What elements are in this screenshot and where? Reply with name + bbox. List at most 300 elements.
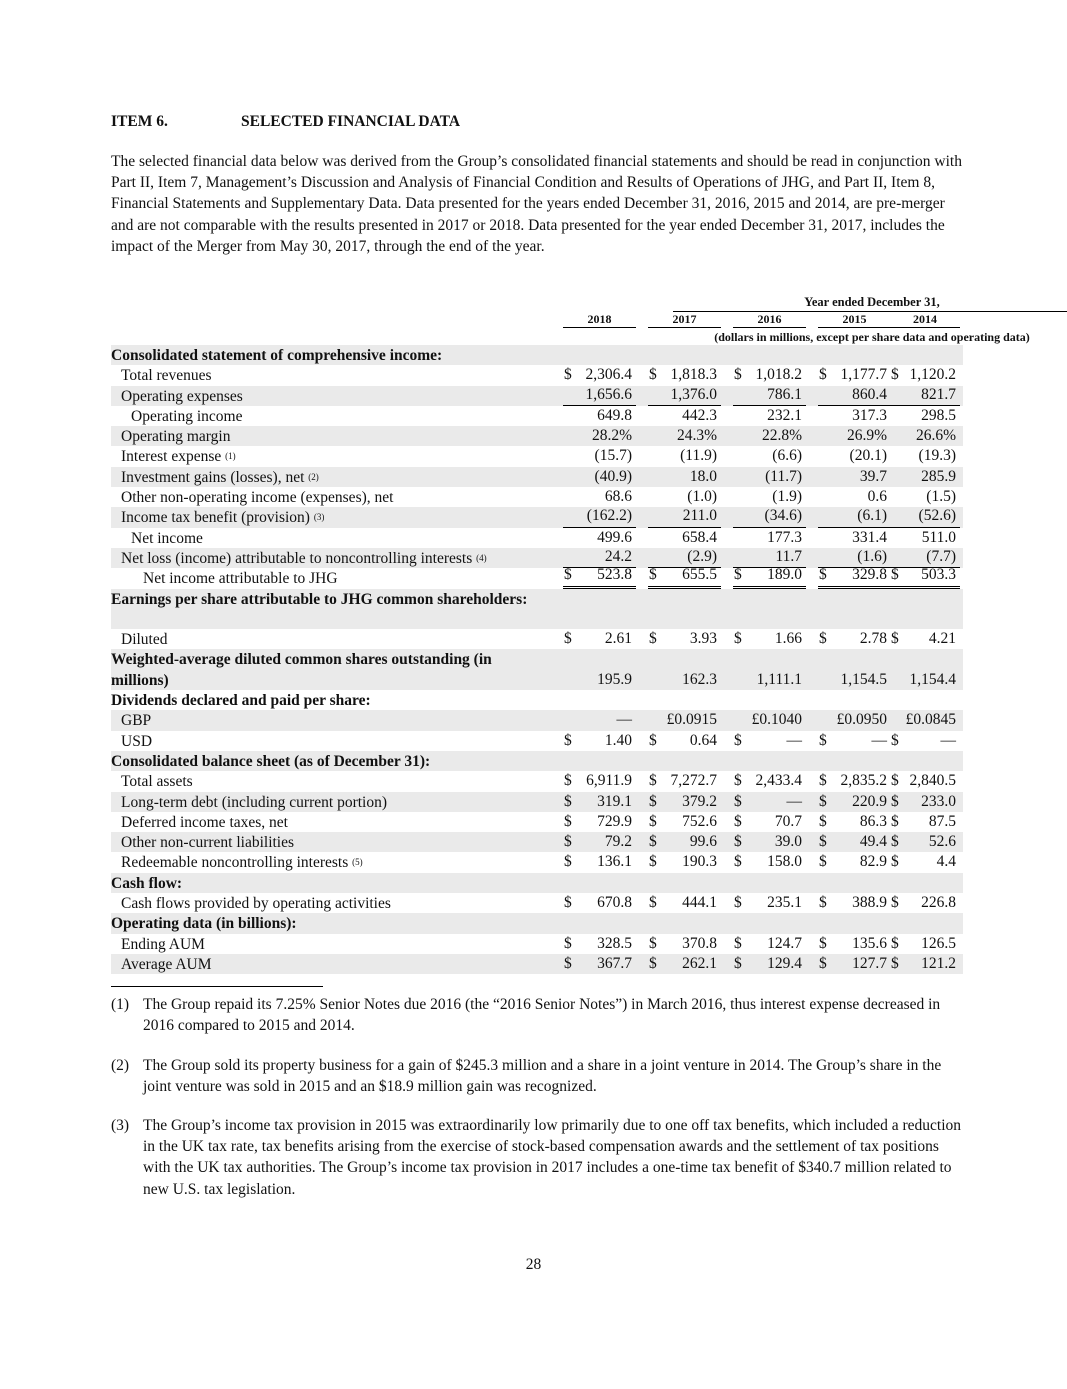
cell-value: (52.6) [918, 507, 956, 525]
cell-value: 2,433.4 [755, 772, 802, 790]
currency-symbol: $ [564, 954, 572, 972]
cell-value: 367.7 [597, 954, 632, 972]
row-label-text: Total assets [121, 773, 193, 791]
cell-value: 370.8 [682, 934, 717, 952]
currency-symbol: $ [734, 934, 742, 952]
footnote-rule [111, 986, 323, 987]
cell-value: 26.9% [846, 427, 887, 445]
value-cell [648, 812, 721, 832]
row-label [131, 407, 242, 427]
value-cell [818, 852, 891, 872]
currency-symbol: $ [649, 366, 657, 384]
value-cell [818, 771, 891, 791]
row-label-text: Interest expense [121, 448, 222, 466]
row-label-text: Other non-current liabilities [121, 834, 295, 852]
value-cell [563, 446, 636, 466]
cell-value: 1,018.2 [755, 366, 802, 384]
currency-symbol: $ [891, 894, 899, 912]
section-row [111, 873, 963, 893]
value-cell [818, 832, 891, 852]
cell-value: 124.7 [767, 934, 802, 952]
value-cell [818, 954, 891, 974]
row-label [131, 529, 203, 549]
currency-symbol: $ [734, 894, 742, 912]
value-cell [648, 365, 721, 385]
value-cell [648, 446, 721, 466]
currency-symbol: $ [734, 812, 742, 830]
value-cell [733, 426, 806, 446]
section-label [111, 590, 551, 610]
row-label-text: Investment gains (losses), net [121, 468, 305, 486]
value-cell [563, 565, 636, 588]
cell-value: 121.2 [921, 954, 956, 972]
cell-value: 860.4 [852, 385, 887, 403]
cell-value: 189.0 [767, 566, 802, 584]
value-cell [563, 365, 636, 385]
value-cell [818, 565, 891, 588]
cell-value: 162.3 [682, 670, 717, 688]
value-cell [648, 487, 721, 507]
year-headers [111, 312, 963, 328]
row-label-text: Cash flow: [111, 874, 183, 892]
cell-value: 39.0 [774, 833, 802, 851]
cell-value: 87.5 [928, 812, 956, 830]
cell-value: 22.8% [761, 427, 802, 445]
value-cell [648, 771, 721, 791]
value-cell [733, 487, 806, 507]
cell-value: (1.5) [926, 488, 956, 506]
value-cell [648, 406, 721, 426]
section-label [111, 650, 551, 691]
cell-value: (15.7) [594, 447, 632, 465]
row-label-text: USD [121, 732, 153, 750]
cell-value: 24.3% [676, 427, 717, 445]
cell-value: 226.8 [921, 894, 956, 912]
table-row [111, 934, 963, 954]
value-cell [563, 731, 636, 751]
value-cell [733, 385, 806, 406]
table-row [111, 852, 963, 872]
cell-value: 328.5 [597, 934, 632, 952]
value-cell [890, 365, 960, 385]
currency-symbol: $ [649, 792, 657, 810]
cell-value: 0.6 [867, 488, 887, 506]
currency-symbol: $ [649, 772, 657, 790]
cell-value: 136.1 [597, 853, 632, 871]
currency-symbol: $ [649, 630, 657, 648]
cell-value: (6.6) [772, 447, 802, 465]
cell-value: 39.7 [859, 467, 887, 485]
row-label [121, 935, 205, 955]
value-cell [733, 446, 806, 466]
cell-value: (162.2) [586, 507, 632, 525]
section-label [111, 874, 182, 894]
table-row [111, 954, 963, 974]
cell-value: 670.8 [597, 894, 632, 912]
value-cell [890, 528, 960, 548]
cell-value: 3.93 [689, 630, 717, 648]
footnote-ref: (3) [313, 512, 325, 523]
cell-value: 82.9 [859, 853, 887, 871]
value-cell [733, 893, 806, 913]
value-cell [733, 528, 806, 548]
row-label-text: Cash flows provided by operating activities [121, 895, 391, 913]
row-label-text: Redeemable noncontrolling interests [121, 854, 349, 872]
cell-value: (1.0) [687, 488, 717, 506]
value-cell [890, 710, 960, 730]
value-cell [890, 629, 960, 649]
value-cell [563, 852, 636, 872]
footnote-text: The Group repaid its 7.25% Senior Notes due 2016 (the “2016 Senior Notes”) in March 2016, thus interest expense decreased in 2016 compared to 2015 and 2014. [143, 996, 941, 1035]
currency-symbol: $ [649, 566, 657, 584]
cell-value: (11.7) [765, 467, 802, 485]
cell-value: 129.4 [767, 954, 802, 972]
cell-value: 1,111.1 [756, 670, 802, 688]
currency-symbol: $ [649, 812, 657, 830]
value-cell [890, 934, 960, 954]
value-cell [733, 771, 806, 791]
value-cell [890, 426, 960, 446]
cell-value: 233.0 [921, 792, 956, 810]
footnote-ref: (5) [352, 857, 363, 868]
footnote-ref: (1) [225, 451, 236, 462]
section-row [111, 345, 963, 365]
table-row [111, 629, 963, 649]
value-cell [890, 893, 960, 913]
cell-value: 388.9 [852, 894, 887, 912]
value-cell [818, 710, 891, 730]
row-label [121, 549, 487, 569]
year-header-2014: 2014 [890, 312, 960, 328]
footnote-text: The Group sold its property business for a gain of $245.3 million and a share in a joint venture in 2014. The Group’s share in the joint venture was sold in 2015 and an $18.9 million gain was recognized. [143, 1057, 942, 1096]
item-number: ITEM 6. [111, 113, 168, 130]
table-row [111, 467, 963, 487]
footnote-ref: (4) [476, 552, 487, 563]
row-label-text: Earnings per share attributable to JHG common shareholders: [111, 590, 528, 608]
table-row [111, 812, 963, 832]
row-label [121, 630, 168, 650]
cell-value: (6.1) [857, 507, 887, 525]
value-cell [890, 506, 960, 527]
currency-symbol: $ [819, 366, 827, 384]
value-cell [818, 528, 891, 548]
row-label [121, 955, 212, 975]
currency-symbol: $ [734, 772, 742, 790]
cell-value: (19.3) [918, 447, 956, 465]
footnote-ref: (2) [308, 471, 319, 482]
currency-symbol: $ [564, 934, 572, 952]
currency-symbol: $ [891, 792, 899, 810]
value-cell [890, 731, 960, 751]
value-cell [648, 506, 721, 527]
cell-value: 232.1 [767, 406, 802, 424]
cell-value: 2,840.5 [909, 772, 956, 790]
row-label-text: Ending AUM [121, 935, 205, 953]
year-header-2015: 2015 [818, 312, 891, 328]
cell-value: — [616, 711, 632, 729]
currency-symbol: $ [564, 566, 572, 584]
row-label [121, 772, 193, 792]
table-row [111, 792, 963, 812]
currency-symbol: $ [819, 772, 827, 790]
currency-symbol: $ [564, 894, 572, 912]
row-label [121, 468, 319, 488]
row-label-text: Average AUM [121, 955, 212, 973]
currency-symbol: $ [819, 812, 827, 830]
cell-value: 729.9 [597, 812, 632, 830]
value-cell [563, 893, 636, 913]
value-cell [563, 406, 636, 426]
value-cell [890, 446, 960, 466]
cell-value: 49.4 [859, 833, 887, 851]
value-cell [733, 406, 806, 426]
cell-value: 0.64 [689, 731, 717, 749]
currency-symbol: $ [819, 853, 827, 871]
row-label-text: Net income attributable to JHG [143, 570, 338, 588]
row-label [121, 366, 212, 386]
row-label [121, 711, 151, 731]
value-cell [648, 731, 721, 751]
row-label [121, 833, 294, 853]
row-label-text: Diluted [121, 631, 168, 649]
cell-value: 2,835.2 [840, 772, 887, 790]
footnote-number: (1) [111, 996, 130, 1013]
section-label [111, 691, 371, 711]
currency-symbol: $ [891, 833, 899, 851]
currency-symbol: $ [649, 833, 657, 851]
value-cell [890, 406, 960, 426]
section-row [111, 649, 963, 690]
cell-value: 331.4 [852, 528, 887, 546]
currency-symbol: $ [734, 833, 742, 851]
row-label-text: Operating margin [121, 428, 231, 446]
cell-value: 4.4 [936, 853, 956, 871]
year-header-2016: 2016 [733, 312, 806, 328]
cell-value: 1,120.2 [909, 366, 956, 384]
cell-value: — [940, 731, 956, 749]
value-cell [563, 812, 636, 832]
cell-value: 2.61 [604, 630, 632, 648]
currency-symbol: $ [734, 853, 742, 871]
cell-value: 442.3 [682, 406, 717, 424]
value-cell [733, 934, 806, 954]
footnote-text: The Group’s income tax provision in 2015 was extraordinarily low primarily due to one off tax benefits, which included a reduction in the UK tax rate, tax benefits arising from the exercise of stock-based compensation awards and the settlement of tax positions with the UK tax authorities. The Group’s income tax provision in 2017 includes a one-time tax benefit of $340.7 million related to new U.S. tax legislation. [143, 1117, 961, 1198]
row-label [121, 447, 236, 467]
cell-value: 86.3 [859, 812, 887, 830]
cell-value: 211.0 [682, 507, 717, 525]
currency-symbol: $ [734, 792, 742, 810]
value-cell [818, 934, 891, 954]
value-cell [563, 629, 636, 649]
footnote-number: (3) [111, 1117, 130, 1134]
footnote-3 [111, 1115, 963, 1200]
value-cell [733, 792, 806, 812]
cell-value: 4.21 [928, 630, 956, 648]
currency-symbol: $ [734, 630, 742, 648]
cell-value: 752.6 [682, 812, 717, 830]
currency-symbol: $ [891, 630, 899, 648]
currency-symbol: $ [564, 853, 572, 871]
value-cell [733, 467, 806, 487]
value-cell [648, 629, 721, 649]
value-cell [818, 467, 891, 487]
value-cell [818, 385, 891, 406]
section-row [111, 589, 963, 630]
row-label [121, 853, 363, 873]
cell-value: — [871, 731, 887, 749]
row-label-text: Net income [131, 529, 203, 547]
row-label-text: Operating expenses [121, 387, 243, 405]
cell-value: 11.7 [775, 547, 802, 565]
row-label [121, 387, 243, 407]
currency-symbol: $ [649, 853, 657, 871]
row-label [121, 894, 391, 914]
value-cell [890, 954, 960, 974]
value-cell [890, 771, 960, 791]
section-row [111, 913, 963, 933]
row-label-text: Consolidated balance sheet (as of December 31): [111, 752, 431, 770]
year-group-header: Year ended December 31, [673, 295, 1067, 312]
row-label [143, 569, 338, 589]
currency-symbol: $ [891, 812, 899, 830]
row-label-text: Income tax benefit (provision) [121, 509, 310, 527]
cell-value: 821.7 [921, 385, 956, 403]
value-cell [818, 629, 891, 649]
cell-value: 1,177.7 [840, 366, 887, 384]
value-cell [563, 467, 636, 487]
cell-value: 285.9 [921, 467, 956, 485]
cell-value: (1.9) [772, 488, 802, 506]
value-cell [890, 832, 960, 852]
value-cell [648, 710, 721, 730]
row-label-text: Net loss (income) attributable to noncontrolling interests [121, 549, 473, 567]
table-row [111, 771, 963, 791]
currency-symbol: $ [734, 731, 742, 749]
value-cell [563, 934, 636, 954]
section-row [111, 690, 963, 710]
cell-value: 1.40 [604, 731, 632, 749]
table-row [111, 386, 963, 406]
value-cell [733, 565, 806, 588]
table-row [111, 487, 963, 507]
currency-symbol: $ [564, 772, 572, 790]
table-row [111, 365, 963, 385]
cell-value: (1.6) [857, 547, 887, 565]
value-cell [648, 954, 721, 974]
value-cell [733, 731, 806, 751]
cell-value: 26.6% [915, 427, 956, 445]
value-cell [563, 670, 636, 690]
cell-value: 658.4 [682, 528, 717, 546]
value-cell [818, 731, 891, 751]
cell-value: 298.5 [921, 406, 956, 424]
row-label [121, 508, 324, 528]
cell-value: 135.6 [852, 934, 887, 952]
section-label [111, 914, 297, 934]
row-label-text: Operating data (in billions): [111, 915, 297, 933]
section-label [111, 346, 442, 366]
value-cell [648, 893, 721, 913]
row-label [121, 732, 152, 752]
value-cell [733, 852, 806, 872]
cell-value: 158.0 [767, 853, 802, 871]
currency-symbol: $ [819, 833, 827, 851]
currency-symbol: $ [564, 731, 572, 749]
value-cell [890, 852, 960, 872]
item-title: SELECTED FINANCIAL DATA [241, 113, 461, 130]
cell-value: (34.6) [764, 507, 802, 525]
currency-symbol: $ [819, 934, 827, 952]
cell-value: 1,154.5 [840, 670, 887, 688]
value-cell [563, 528, 636, 548]
value-cell [563, 832, 636, 852]
table-row [111, 528, 963, 548]
cell-value: 195.9 [597, 670, 632, 688]
table-row [111, 710, 963, 730]
value-cell [818, 365, 891, 385]
footnote-1 [111, 994, 963, 1036]
table-row [111, 507, 963, 527]
value-cell [648, 832, 721, 852]
row-label-text: Weighted-average diluted common shares outstanding (in millions) [111, 651, 492, 689]
cell-value: 655.5 [682, 566, 717, 584]
value-cell [818, 446, 891, 466]
value-cell [890, 670, 960, 690]
value-cell [563, 792, 636, 812]
row-label [121, 488, 393, 508]
section-label [111, 752, 430, 772]
value-cell [563, 385, 636, 406]
currency-symbol: $ [819, 954, 827, 972]
cell-value: 7,272.7 [670, 772, 717, 790]
currency-symbol: $ [564, 366, 572, 384]
row-label [121, 793, 387, 813]
currency-symbol: $ [649, 731, 657, 749]
cell-value: 511.0 [921, 528, 956, 546]
value-cell [733, 629, 806, 649]
currency-symbol: $ [819, 894, 827, 912]
value-cell [890, 565, 960, 588]
table-row [111, 832, 963, 852]
value-cell [648, 385, 721, 406]
row-label-text: Operating income [131, 407, 243, 425]
value-cell [890, 487, 960, 507]
value-cell [733, 710, 806, 730]
currency-symbol: $ [819, 792, 827, 810]
table-row [111, 893, 963, 913]
value-cell [818, 670, 891, 690]
currency-symbol: $ [891, 934, 899, 952]
cell-value: 523.8 [597, 566, 632, 584]
value-cell [818, 792, 891, 812]
currency-symbol: $ [819, 630, 827, 648]
currency-symbol: $ [564, 812, 572, 830]
cell-value: 1,818.3 [670, 366, 717, 384]
cell-value: 18.0 [689, 467, 717, 485]
value-cell [818, 426, 891, 446]
value-cell [648, 467, 721, 487]
value-cell [648, 934, 721, 954]
value-cell [648, 565, 721, 588]
item-heading [111, 113, 461, 131]
value-cell [733, 670, 806, 690]
cell-value: 220.9 [852, 792, 887, 810]
cell-value: (7.7) [926, 547, 956, 565]
currency-symbol: $ [891, 853, 899, 871]
currency-symbol: $ [649, 954, 657, 972]
table-header [111, 293, 1030, 345]
cell-value: (20.1) [849, 447, 887, 465]
